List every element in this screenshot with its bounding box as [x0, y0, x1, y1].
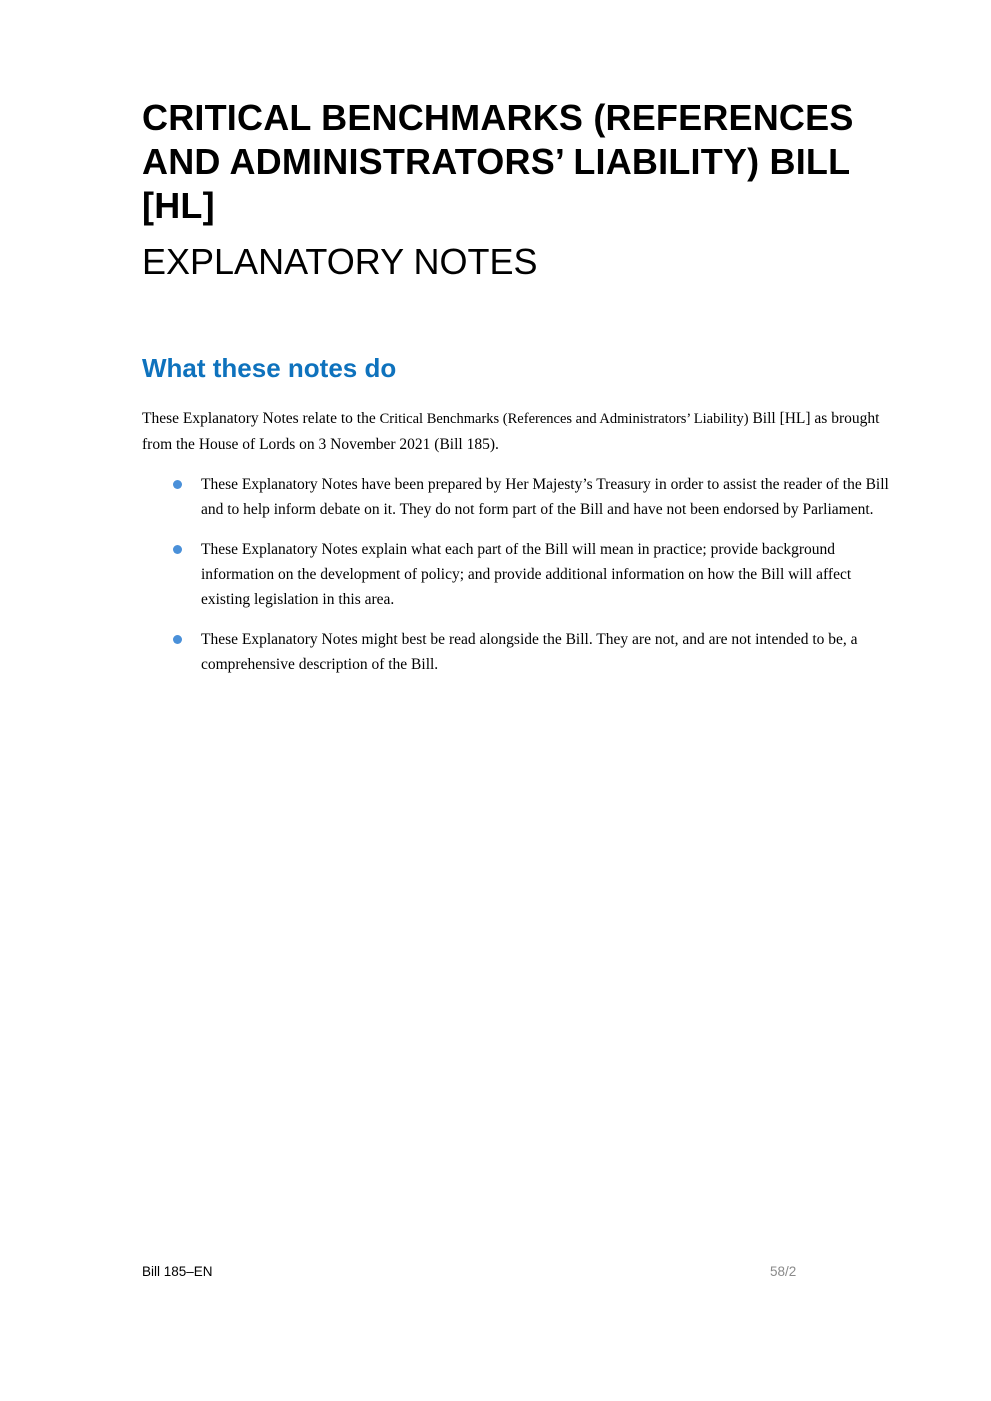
intro-text-start: These Explanatory Notes relate to the: [142, 410, 380, 427]
document-subtitle: EXPLANATORY NOTES: [142, 241, 538, 282]
intro-text-end: Bill [HL] as brought from the House of Lords on 3 November 2021 (Bill 185).: [142, 410, 880, 453]
list-item-text: These Explanatory Notes might best be read alongside the Bill. They are not, and are not intended to be, a comprehensive description of the Bill.: [201, 631, 858, 673]
notes-bullet-list: [142, 472, 902, 692]
section-heading: What these notes do: [142, 353, 397, 383]
footer-page-reference: 58/2: [770, 1264, 797, 1279]
bill-title: CRITICAL BENCHMARKS (REFERENCES AND ADMINISTRATORS’ LIABILITY) BILL [HL]: [142, 97, 854, 226]
bullet-icon: [173, 635, 182, 644]
bullet-icon: [173, 480, 182, 489]
bullet-icon: [173, 545, 182, 554]
intro-bill-name: Critical Benchmarks (References and Administrators’ Liability): [379, 411, 749, 427]
list-item: [142, 472, 902, 522]
list-item-text: These Explanatory Notes explain what each part of the Bill will mean in practice; provide background information on the development of policy; and provide additional information on how the Bill will affect existing legislation in this area.: [201, 541, 852, 608]
list-item-text: These Explanatory Notes have been prepared by Her Majesty’s Treasury in order to assist the reader of the Bill and to help inform debate on it. They do not form part of the Bill and have not been endorsed by Parliament.: [201, 476, 889, 518]
list-item: [142, 627, 902, 677]
intro-paragraph: [142, 406, 882, 457]
list-item: [142, 537, 902, 612]
footer-bill-reference: Bill 185–EN: [142, 1264, 213, 1279]
